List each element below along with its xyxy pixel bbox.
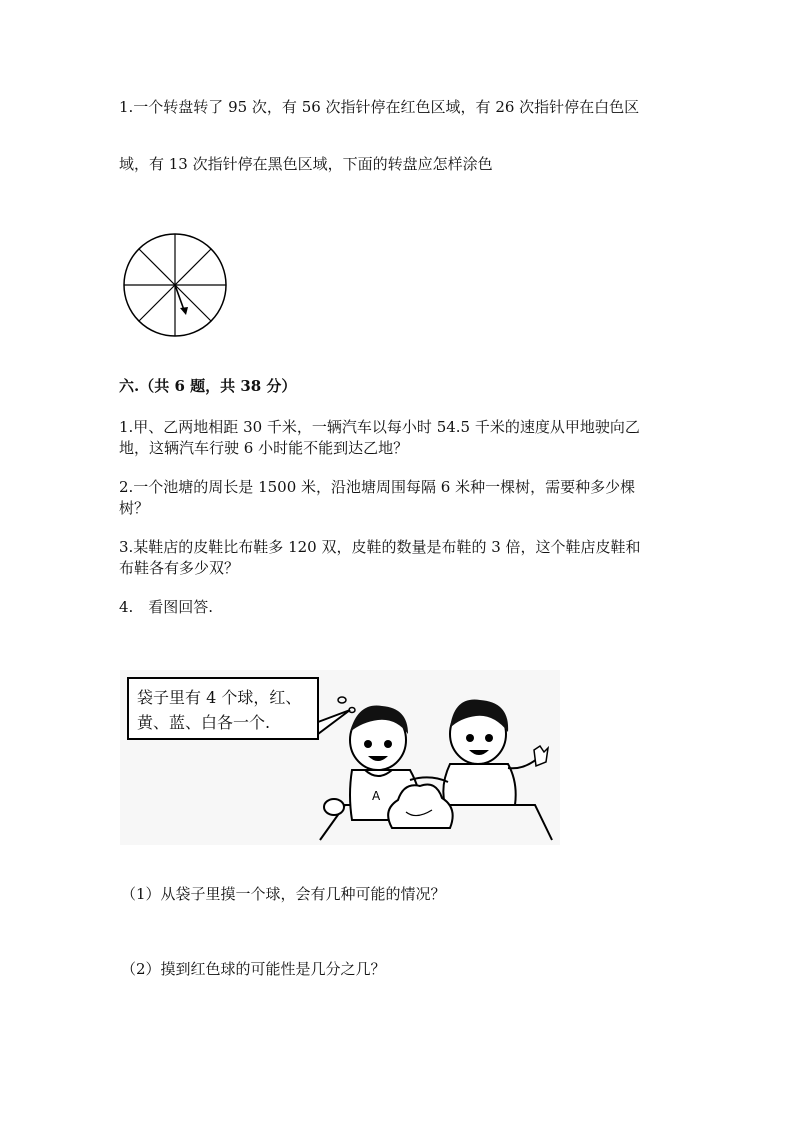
- speech-bubble: [127, 677, 319, 740]
- spinner-wheel-icon: [120, 232, 230, 338]
- question-1-line-2: 域，有 13 次指针停在黑色区域，下面的转盘应怎样涂色: [119, 155, 493, 173]
- question-1-line-1: 1.一个转盘转了 95 次，有 56 次指针停在红色区域，有 26 次指针停在白色区: [119, 98, 640, 116]
- speech-line-2: 黄、蓝、白各一个.: [137, 713, 271, 732]
- subquestion-2: （2）摸到红色球的可能性是几分之几？: [121, 960, 386, 978]
- section-heading: 六.（共 6 题，共 38 分）: [119, 377, 297, 395]
- question-3-line-2: 布鞋各有多少双？: [119, 559, 240, 577]
- svg-text:A: A: [372, 789, 381, 803]
- question-1-line-1: 1.甲、乙两地相距 30 千米，一辆汽车以每小时 54.5 千米的速度从甲地驶向乙: [119, 418, 640, 436]
- question-1-line-2: 地，这辆汽车行驶 6 小时能不能到达乙地？: [119, 439, 409, 457]
- question-3-line-1: 3.某鞋店的皮鞋比布鞋多 120 双，皮鞋的数量是布鞋的 3 倍，这个鞋店皮鞋和: [119, 538, 641, 556]
- speech-line-1: 袋子里有 4 个球，红、: [137, 688, 302, 707]
- question-2-line-1: 2.一个池塘的周长是 1500 米，沿池塘周围每隔 6 米种一棵树，需要种多少棵: [119, 478, 636, 496]
- question-4: 4. 看图回答.: [119, 598, 214, 616]
- subquestion-1: （1）从袋子里摸一个球，会有几种可能的情况？: [121, 885, 446, 903]
- question-2-line-2: 树？: [119, 499, 150, 517]
